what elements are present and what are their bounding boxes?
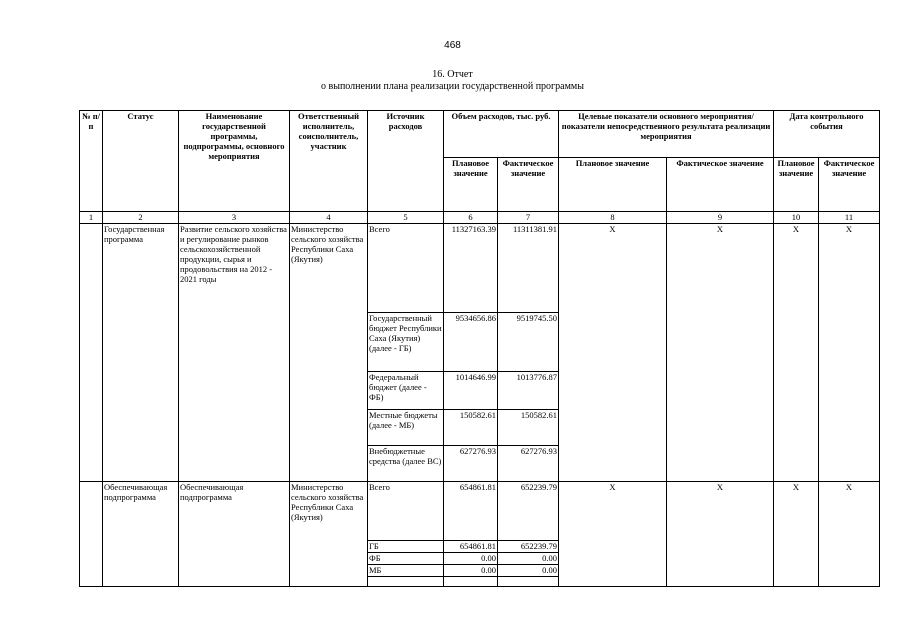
column-number: 10 (774, 212, 819, 224)
header-name: Наименование государственной программы, подпрограммы, основного мероприятия (179, 111, 290, 212)
plan-value-cell: 9534656.86 (444, 313, 498, 372)
plan-value-cell: 654861.81 (444, 482, 498, 541)
plan-value-cell: 150582.61 (444, 410, 498, 446)
header-status: Статус (103, 111, 179, 212)
source-cell: Местные бюджеты (далее - МБ) (368, 410, 444, 446)
header-control-date: Дата контрольного события (774, 111, 880, 158)
table-row (80, 224, 880, 313)
indicator-plan-cell: X (559, 224, 667, 482)
source-cell: Всего (368, 224, 444, 313)
header-expense-fact: Фактическое значение (498, 158, 559, 212)
source-cell: Государственный бюджет Республики Саха (Якутия) (далее - ГБ) (368, 313, 444, 372)
column-number: 6 (444, 212, 498, 224)
indicator-plan-cell: X (559, 482, 667, 587)
column-number: 3 (179, 212, 290, 224)
column-number: 5 (368, 212, 444, 224)
status-cell: Обеспечивающая подпрограмма (103, 482, 179, 587)
column-number: 11 (819, 212, 880, 224)
date-fact-cell: X (819, 482, 880, 587)
fact-value-cell: 652239.79 (498, 541, 559, 553)
report-title: 16. Отчет (432, 69, 473, 80)
header-num: № п/п (80, 111, 103, 212)
header-indicator-fact: Фактическое значение (667, 158, 774, 212)
source-cell: ГБ (368, 541, 444, 553)
fact-value-cell (498, 577, 559, 587)
source-cell: ФБ (368, 553, 444, 565)
plan-value-cell: 654861.81 (444, 541, 498, 553)
column-number-row (80, 212, 880, 224)
responsible-cell: Министерство сельского хозяйства Республики Саха (Якутия) (290, 482, 368, 587)
header-responsible: Ответственный исполнитель, соисполнитель, участник (290, 111, 368, 212)
program-name-cell: Обеспечивающая подпрограмма (179, 482, 290, 587)
date-plan-cell: X (774, 482, 819, 587)
report-subtitle: о выполнении плана реализации государственной программы (321, 81, 584, 92)
fact-value-cell: 652239.79 (498, 482, 559, 541)
plan-value-cell: 627276.93 (444, 446, 498, 482)
plan-value-cell: 0.00 (444, 565, 498, 577)
indicator-fact-cell: X (667, 224, 774, 482)
fact-value-cell: 9519745.50 (498, 313, 559, 372)
source-cell (368, 577, 444, 587)
column-number: 4 (290, 212, 368, 224)
column-number: 8 (559, 212, 667, 224)
header-date-plan: Плановое значение (774, 158, 819, 212)
row-number-cell (80, 224, 103, 482)
plan-value-cell: 11327163.39 (444, 224, 498, 313)
column-number: 2 (103, 212, 179, 224)
responsible-cell: Министерство сельского хозяйства Республики Саха (Якутия) (290, 224, 368, 482)
source-cell: Внебюджетные средства (далее ВС) (368, 446, 444, 482)
header-expense-volume: Объем расходов, тыс. руб. (444, 111, 559, 158)
table-row (80, 482, 880, 541)
header-date-fact: Фактическое значение (819, 158, 880, 212)
status-cell: Государственная программа (103, 224, 179, 482)
source-cell: МБ (368, 565, 444, 577)
row-number-cell (80, 482, 103, 587)
header-target-indicators: Целевые показатели основного мероприятия/показатели непосредственного результата реализации мероприятия (559, 111, 774, 158)
source-cell: Федеральный бюджет (далее - ФБ) (368, 372, 444, 410)
fact-value-cell: 627276.93 (498, 446, 559, 482)
fact-value-cell: 150582.61 (498, 410, 559, 446)
fact-value-cell: 0.00 (498, 553, 559, 565)
fact-value-cell: 11311381.91 (498, 224, 559, 313)
header-indicator-plan: Плановое значение (559, 158, 667, 212)
header-source: Источник расходов (368, 111, 444, 212)
plan-value-cell: 0.00 (444, 553, 498, 565)
header-row-1 (80, 111, 880, 158)
date-fact-cell: X (819, 224, 880, 482)
column-number: 9 (667, 212, 774, 224)
source-cell: Всего (368, 482, 444, 541)
page-number: 468 (444, 40, 461, 51)
program-name-cell: Развитие сельского хозяйства и регулирование рынков сельскохозяйственной продукции, сырья и продовольствия на 2012 - 2021 годы (179, 224, 290, 482)
report-table (79, 110, 880, 587)
plan-value-cell (444, 577, 498, 587)
plan-value-cell: 1014646.99 (444, 372, 498, 410)
column-number: 1 (80, 212, 103, 224)
header-expense-plan: Плановое значение (444, 158, 498, 212)
column-number: 7 (498, 212, 559, 224)
indicator-fact-cell: X (667, 482, 774, 587)
fact-value-cell: 1013776.87 (498, 372, 559, 410)
date-plan-cell: X (774, 224, 819, 482)
fact-value-cell: 0.00 (498, 565, 559, 577)
